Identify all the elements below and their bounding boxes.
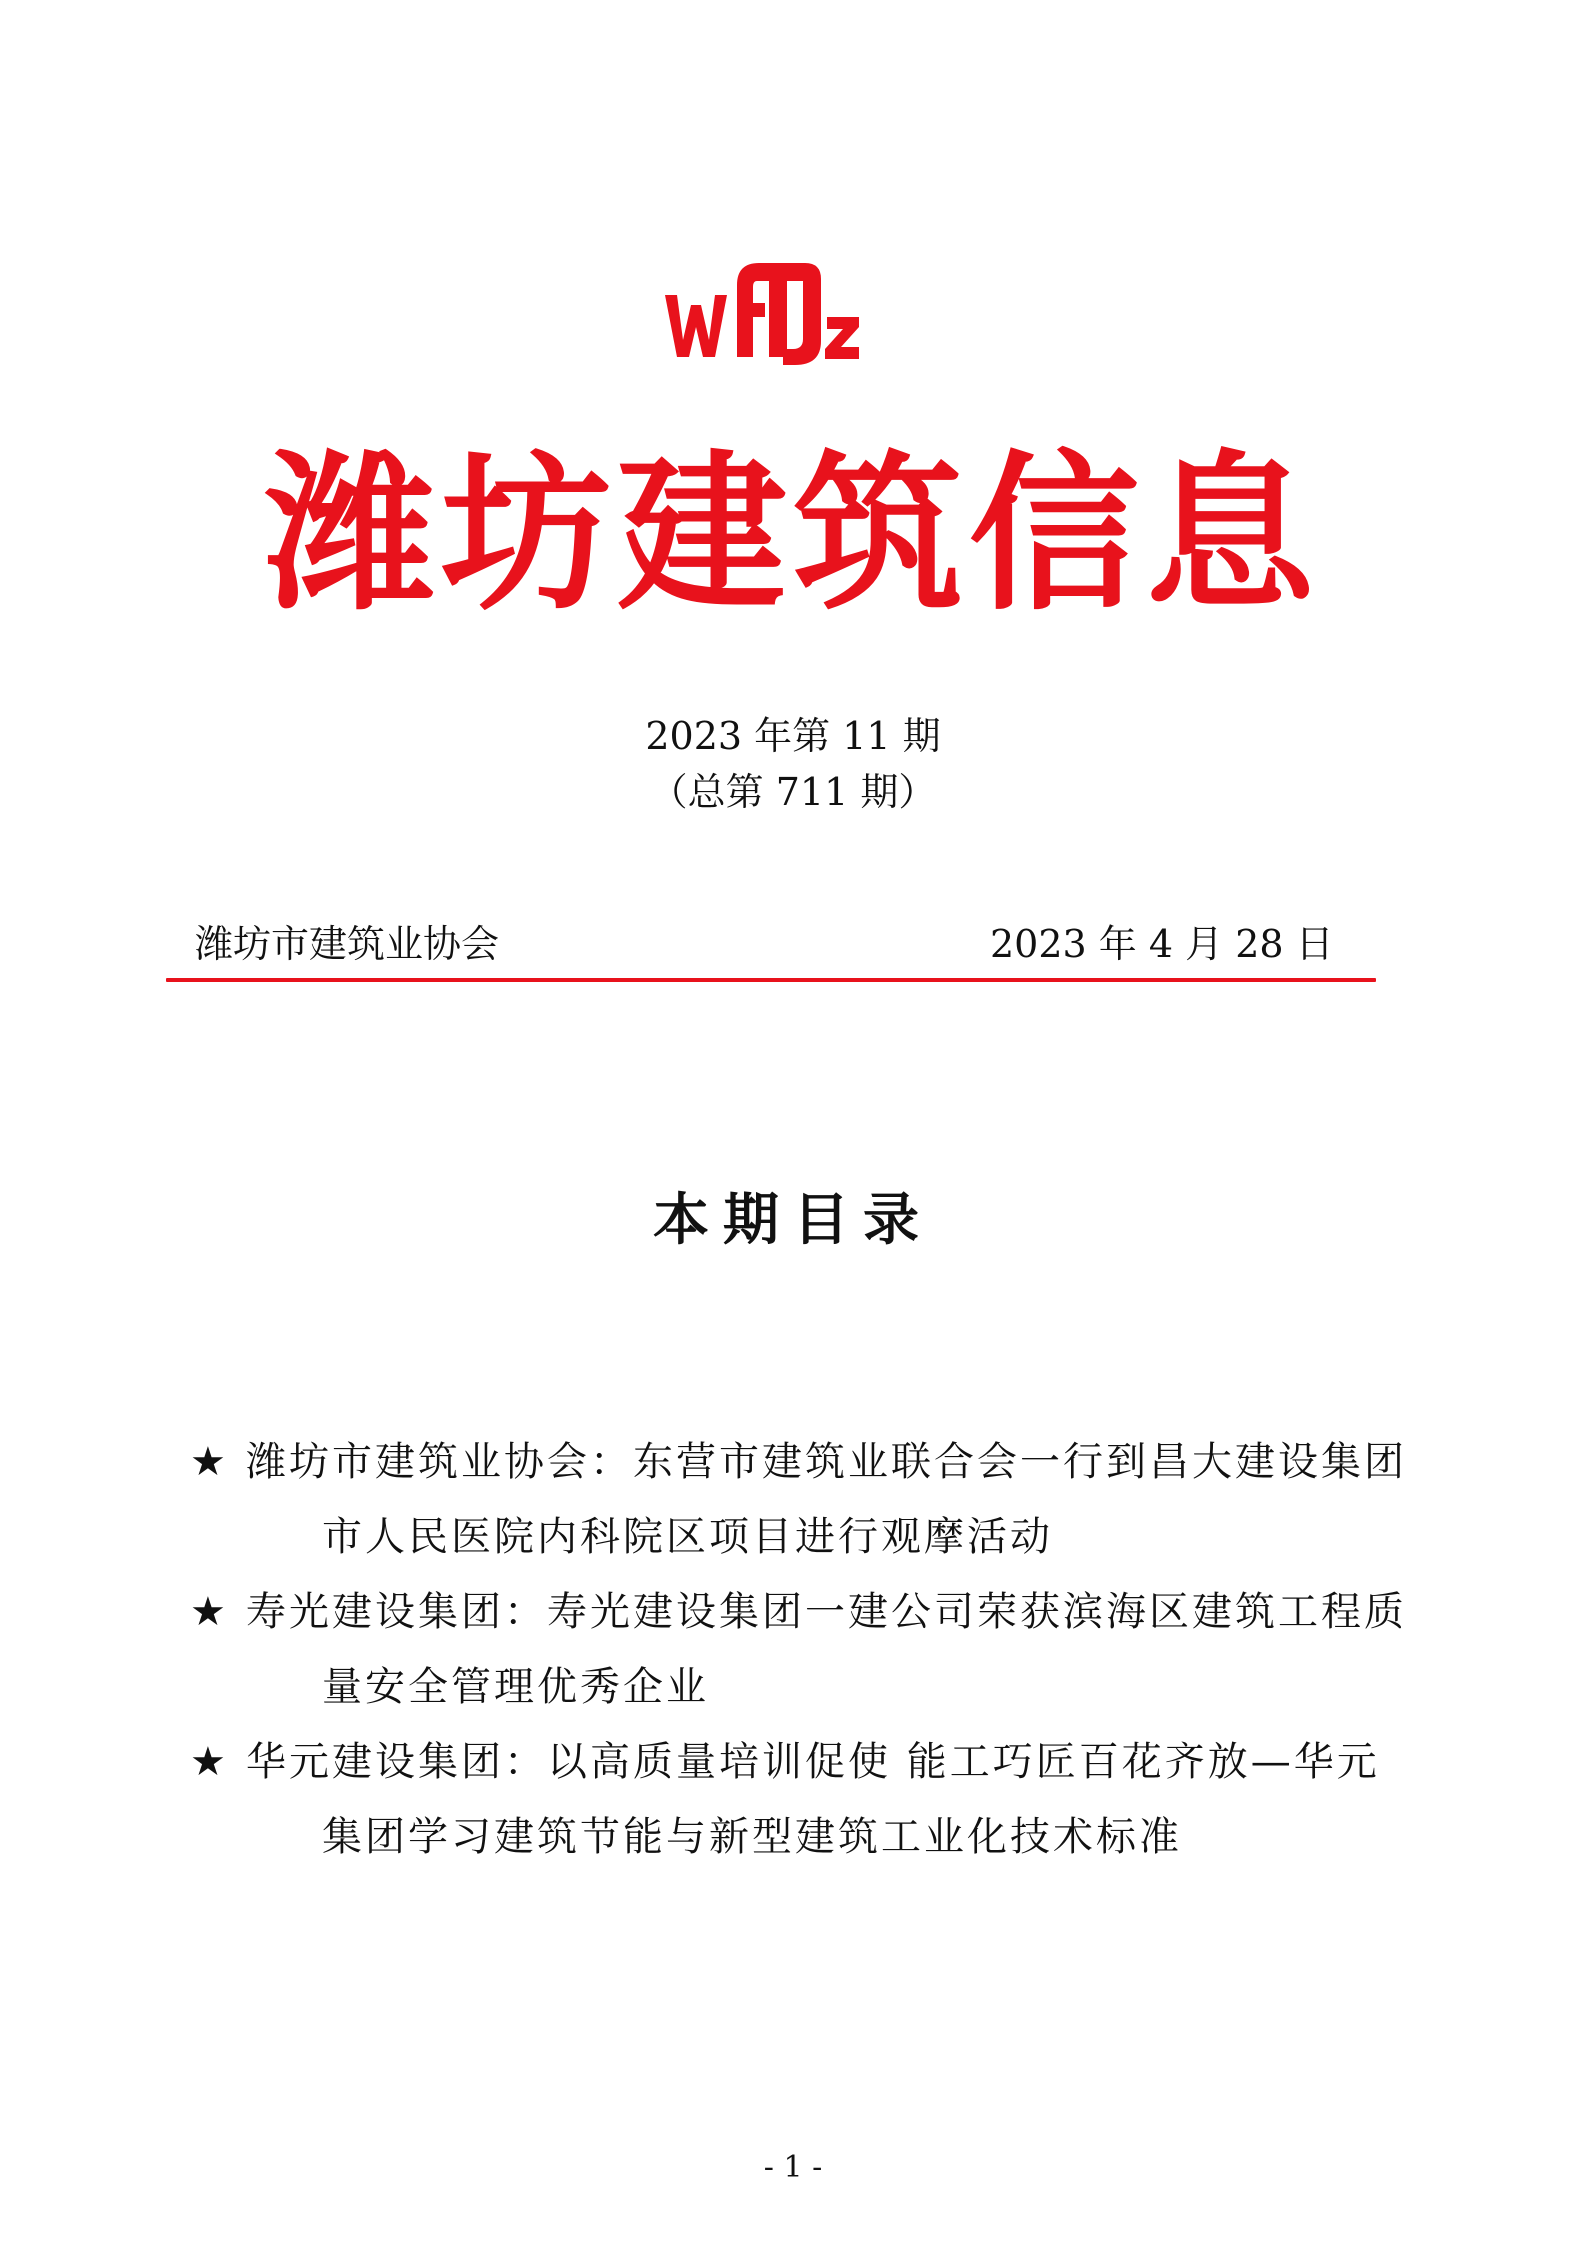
publish-date: 2023 年 4 月 28 日 <box>990 922 1334 966</box>
toc-item-line: 华元建设集团：以高质量培训促使 能工巧匠百花齐放—华元 <box>246 1739 1380 1785</box>
toc-item-line: 潍坊市建筑业协会：东营市建筑业联合会一行到昌大建设集团 <box>246 1439 1407 1485</box>
toc-item-line: 寿光建设集团：寿光建设集团一建公司荣获滨海区建筑工程质 <box>246 1589 1407 1635</box>
toc-item <box>190 1425 1420 1575</box>
page-number: - 1 - <box>763 2150 823 2185</box>
toc-item <box>190 1575 1420 1725</box>
header-divider <box>166 978 1376 982</box>
issue-number: 2023 年第 11 期 <box>645 714 941 758</box>
toc-item-line: 市人民医院内科院区项目进行观摩活动 <box>322 1514 1053 1560</box>
star-icon: ★ <box>190 1739 229 1785</box>
wfjz-logo <box>655 245 865 385</box>
toc-list <box>190 1425 1420 1875</box>
issue-total-number: （总第 711 期） <box>649 770 937 814</box>
toc-item-line: 量安全管理优秀企业 <box>322 1664 709 1710</box>
toc-heading: 本期目录 <box>653 1187 933 1253</box>
toc-item-line: 集团学习建筑节能与新型建筑工业化技术标准 <box>322 1814 1182 1860</box>
star-icon: ★ <box>190 1589 229 1635</box>
publisher-name: 潍坊市建筑业协会 <box>195 922 500 966</box>
star-icon: ★ <box>190 1439 229 1485</box>
toc-item <box>190 1725 1420 1875</box>
masthead-title: 潍坊建筑信息 <box>264 436 1321 634</box>
